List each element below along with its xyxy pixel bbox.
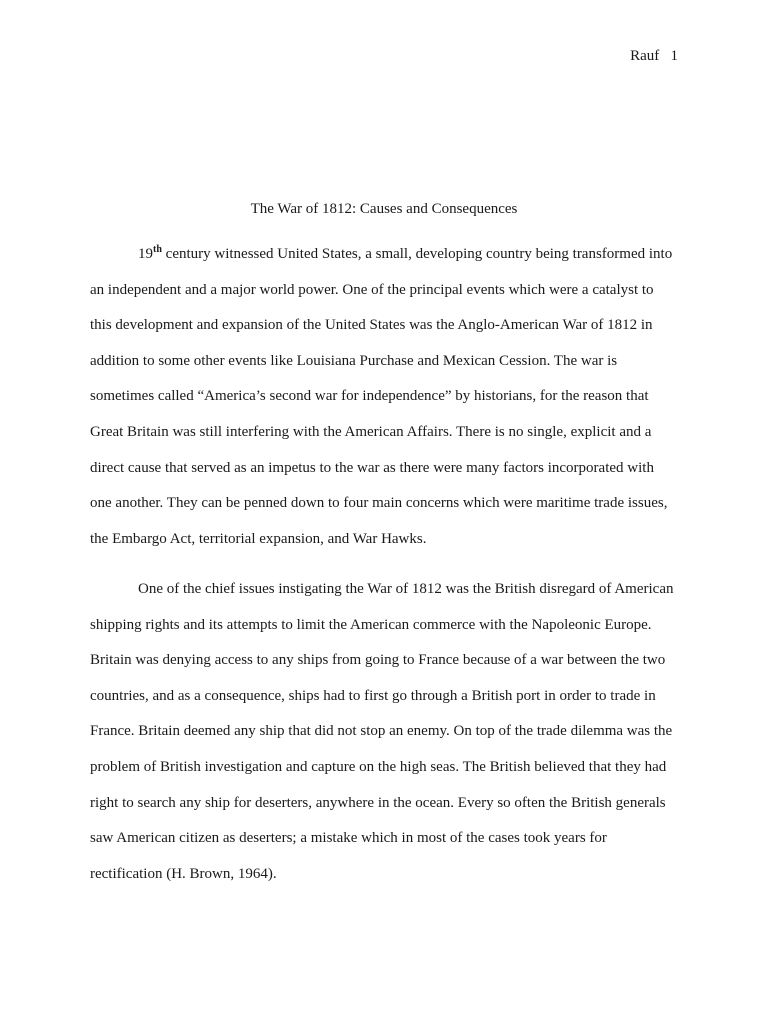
paragraph-line: direct cause that served as an impetus to the war as there were many factors incorporated with xyxy=(90,459,654,476)
header-author: Rauf xyxy=(630,48,660,64)
running-head xyxy=(630,46,678,66)
paragraph-line: rectification (H. Brown, 1964). xyxy=(90,865,277,882)
document-title: The War of 1812: Causes and Consequences xyxy=(250,201,518,217)
paragraph-line: countries, and as a consequence, ships had to first go through a British port in order to trade in xyxy=(90,687,656,704)
paragraph-line: this development and expansion of the United States was the Anglo-American War of 1812 in xyxy=(90,317,653,334)
paragraph-line: saw American citizen as deserters; a mistake which in most of the cases took years for xyxy=(90,830,607,847)
paragraph-1 xyxy=(90,237,678,557)
paragraph-2 xyxy=(90,572,678,892)
header-page-number: 1 xyxy=(670,48,678,64)
ordinal-number: 19 xyxy=(138,246,153,262)
paragraph-line: 19th century witnessed United States, a small, developing country being transformed into xyxy=(138,244,673,262)
paragraph-line: Britain was denying access to any ships from going to France because of a war between the two xyxy=(90,652,666,669)
paragraph-line: One of the chief issues instigating the War of 1812 was the British disregard of American xyxy=(138,581,674,597)
paragraph-line: addition to some other events like Louisiana Purchase and Mexican Cession. The war is xyxy=(90,352,618,369)
paragraph-line: Great Britain was still interfering with the American Affairs. There is no single, explicit and a xyxy=(90,423,652,440)
paragraph-line: the Embargo Act, territorial expansion, and War Hawks. xyxy=(90,530,427,547)
paragraph-line: an independent and a major world power. One of the principal events which were a catalyst to xyxy=(90,281,654,298)
paragraph-line: one another. They can be penned down to four main concerns which were maritime trade issues, xyxy=(90,495,668,512)
paragraph-line: shipping rights and its attempts to limit the American commerce with the Napoleonic Europe. xyxy=(90,616,652,633)
paragraph-line: France. Britain deemed any ship that did not stop an enemy. On top of the trade dilemma was the xyxy=(90,723,673,740)
paragraph-line: sometimes called “America’s second war for independence” by historians, for the reason that xyxy=(90,388,649,405)
paragraph-line: right to search any ship for deserters, anywhere in the ocean. Every so often the British generals xyxy=(90,794,666,811)
paragraph-line: problem of British investigation and capture on the high seas. The British believed that they had xyxy=(90,758,667,775)
ordinal-suffix: th xyxy=(153,244,162,255)
